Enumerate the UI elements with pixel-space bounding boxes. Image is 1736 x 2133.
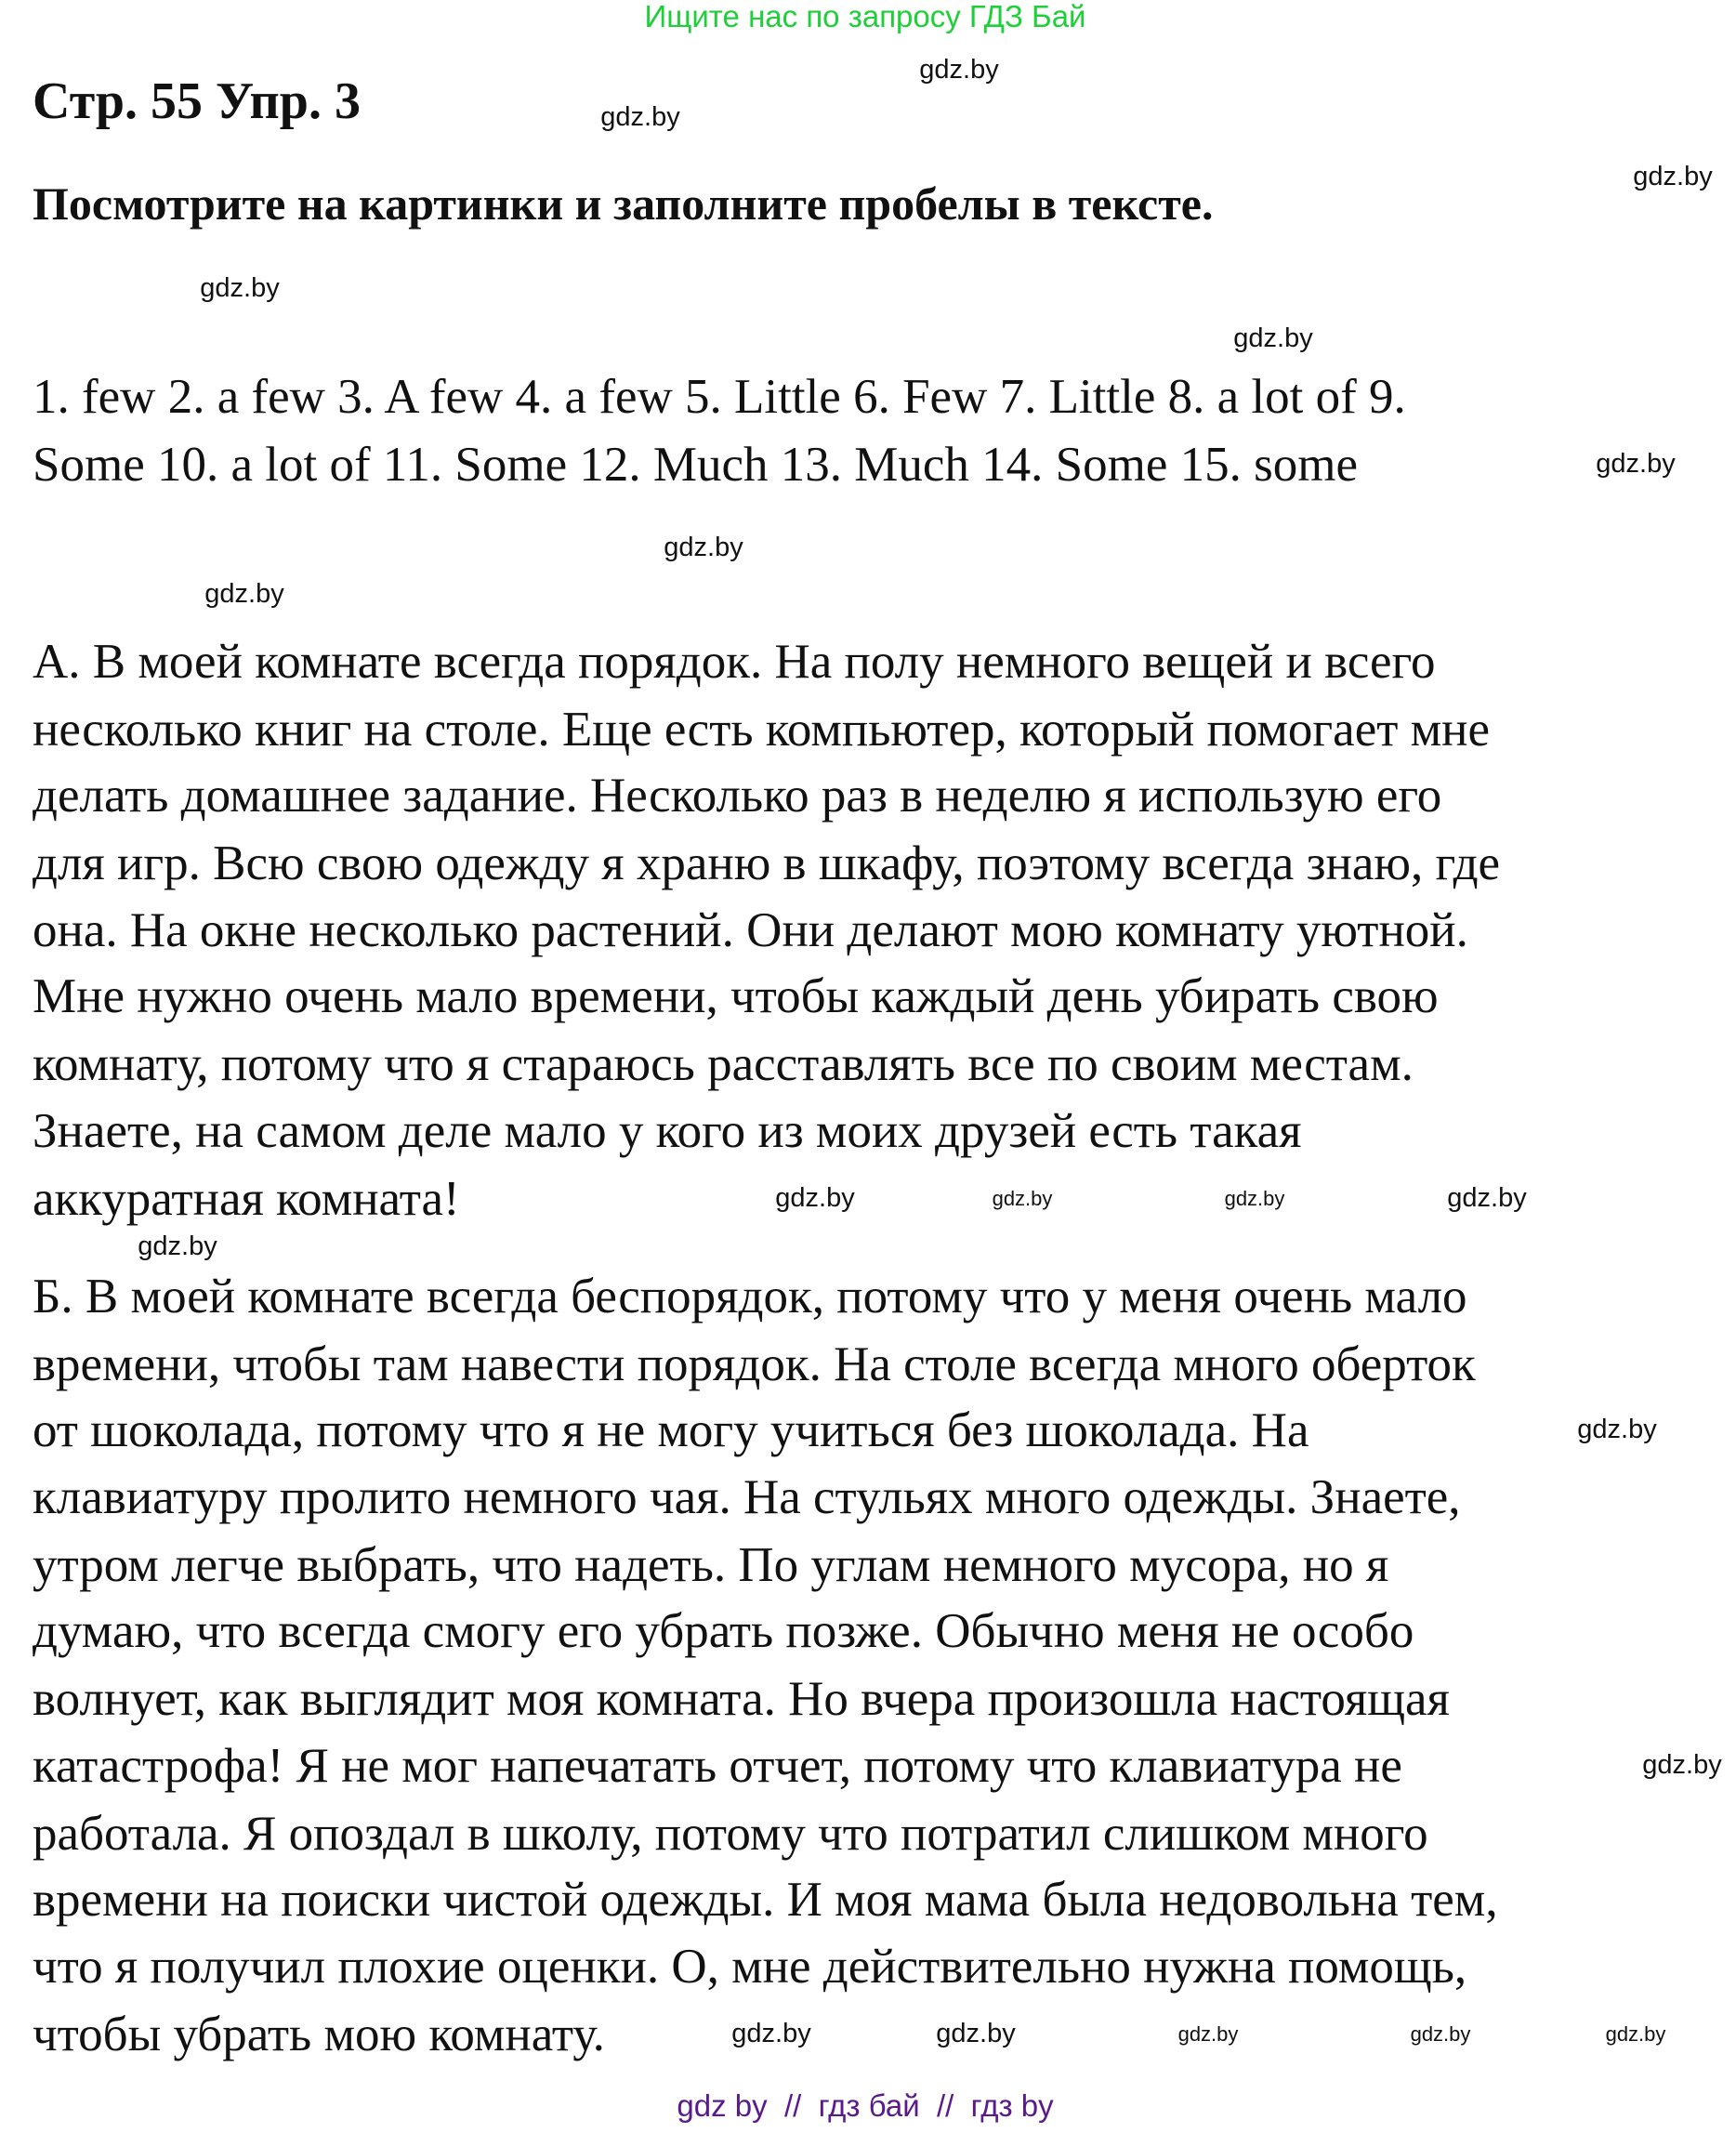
watermark: gdz.by xyxy=(200,273,280,304)
task-instruction: Посмотрите на картинки и заполните пробелы в тексте. xyxy=(33,178,1214,230)
watermark: gdz.by xyxy=(1224,1186,1285,1210)
watermark: gdz.by xyxy=(1633,162,1713,192)
watermark: gdz.by xyxy=(1642,1750,1722,1781)
text-a-line: аккуратная комната! xyxy=(33,1172,460,1226)
text-b-line: катастрофа! Я не мог напечатать отчет, потому что клавиатура не xyxy=(33,1739,1402,1793)
text-b-line: от шоколада, потому что я не могу учиться без шоколада. На xyxy=(33,1403,1309,1457)
text-b-line: времени на поиски чистой одежды. И моя мама была недовольна тем, xyxy=(33,1873,1498,1927)
watermark: gdz.by xyxy=(936,2019,1016,2049)
text-b-line: думаю, что всегда смогу его убрать позже. Обычно меня не особо xyxy=(33,1604,1414,1658)
text-b-line: времени, чтобы там навести порядок. На столе всегда много оберток xyxy=(33,1337,1476,1391)
watermark: gdz.by xyxy=(204,579,284,610)
watermark: gdz.by xyxy=(1233,323,1313,354)
text-b-line: что я получил плохие оценки. О, мне действительно нужна помощь, xyxy=(33,1940,1467,1994)
watermark: gdz.by xyxy=(138,1231,217,1262)
watermark: gdz.by xyxy=(664,533,743,563)
text-b-line: утром легче выбрать, что надеть. По углам немного мусора, но я xyxy=(33,1538,1389,1592)
watermark: gdz.by xyxy=(1577,1415,1657,1445)
text-b-line: работала. Я опоздал в школу, потому что потратил слишком много xyxy=(33,1807,1428,1861)
watermark: gdz.by xyxy=(919,55,999,86)
text-a-line: А. В моей комнате всегда порядок. На полу немного вещей и всего xyxy=(33,635,1436,689)
text-b-line: клавиатуру пролито немного чая. На стульях много одежды. Знаете, xyxy=(33,1470,1461,1524)
watermark: gdz.by xyxy=(731,2019,811,2049)
text-a-line: Мне нужно очень мало времени, чтобы каждый день убирать свою xyxy=(33,969,1439,1023)
text-a-line: делать домашнее задание. Несколько раз в неделю я использую его xyxy=(33,769,1442,823)
header-search-link[interactable]: Ищите нас по запросу ГДЗ Бай xyxy=(644,0,1086,33)
text-a-line: комнату, потому что я стараюсь расставлять все по своим местам. xyxy=(33,1037,1414,1091)
watermark: gdz.by xyxy=(600,102,680,133)
watermark: gdz.by xyxy=(1410,2021,1471,2046)
text-a-line: несколько книг на столе. Еще есть компьютер, который помогает мне xyxy=(33,703,1491,757)
watermark: gdz.by xyxy=(1177,2021,1239,2046)
answers-line: Some 10. a lot of 11. Some 12. Much 13. Much 14. Some 15. some xyxy=(33,438,1359,492)
text-b-line: Б. В моей комнате всегда беспорядок, потому что у меня очень мало xyxy=(33,1270,1467,1323)
watermark: gdz.by xyxy=(1596,449,1676,480)
watermark: gdz.by xyxy=(775,1183,855,1214)
footer-links[interactable]: gdz by // гдз бай // гдз by xyxy=(677,2087,1054,2123)
text-b-line: чтобы убрать мою комнату. xyxy=(33,2008,605,2061)
watermark: gdz.by xyxy=(992,1186,1053,1210)
watermark: gdz.by xyxy=(1447,1183,1527,1214)
text-a-line: для игр. Всю свою одежду я храню в шкафу, поэтому всегда знаю, где xyxy=(33,836,1501,890)
watermark: gdz.by xyxy=(1605,2021,1666,2046)
text-a-line: Знаете, на самом деле мало у кого из моих друзей есть такая xyxy=(33,1104,1302,1158)
text-b-line: волнует, как выглядит моя комната. Но вчера произошла настоящая xyxy=(33,1672,1450,1726)
text-a-line: она. На окне несколько растений. Они делают мою комнату уютной. xyxy=(33,903,1468,957)
page-title: Стр. 55 Упр. 3 xyxy=(33,72,361,130)
answers-line: 1. few 2. a few 3. A few 4. a few 5. Little 6. Few 7. Little 8. a lot of 9. xyxy=(33,370,1406,424)
